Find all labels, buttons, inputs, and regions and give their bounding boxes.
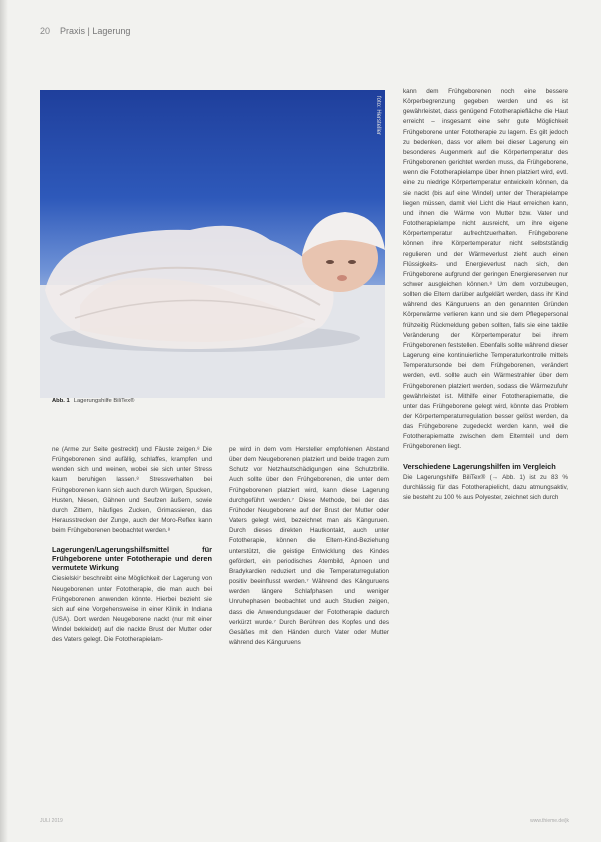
figure-caption [52,398,134,404]
column-1 [52,445,212,646]
mouth [337,275,347,281]
photo-credit: foto: Hersteller [375,96,381,136]
footer-date: JULI 2019 [40,818,63,824]
paragraph: Die Lagerungshilfe BiliTex® (→ Abb. 1) ist zu 83 % durchlässig für das Fototherapielicht, dazu atmungsaktiv, sie besteht zu 100 % aus Polyester, zeichnet sich durch [403,473,568,501]
eye [326,260,334,264]
paragraph: kann dem Frühgeborenen noch eine bessere Körperbegrenzung gegeben werden und es ist gewährleistet, dass genügend Fototherapiefläche die Haut erreicht – insgesamt eine sehr gute Möglichkeit Frühgeborene unter Fototherapie zu lagern. Es gilt jedoch zu bedenken, dass vor allem bei dieser Lagerung ein besonderes Augenmerk auf die Körpertemperatur des Frühgeborenen gerichtet werden muss, da Frühgeborene, wenn die Fototherapielampe über ihnen platziert wird, evtl. eine zu niedrige Körpertemperatur entwickeln können, da sie nackt (bis auf eine Windel) unter der Therapielampe liegen müssen, damit viel Licht die Haut erreichen kann, und ihnen die Wärme von Mutter bzw. Vater und Fototherapielampe nicht ausreicht, um ihre eigene Körpertemperatur aufrechtzuerhalten. Frühgeborene können ihre Körpertemperatur nicht selbstständig regulieren und der Wärmeverlust zieht auch einen Flüssigkeits- und Energieverlust nach sich, den Frühgeborene aufgrund der geringen Energiereserven nur schwer ausgleichen können.⁸ Um dem vorzubeugen, sollten die Eltern darüber aufgeklärt werden, dass ihr Kind während des Känguruens an den genannten Gründen Körperwärme verlieren kann und sie dem Pflegepersonal frühzeitig Rückmeldung geben sollten, falls sie eine taktile Veränderung der Körpertemperatur bei ihrem Frühgeborenen feststellen. Ebenfalls sollte während dieser Lagerung eine kontinuierliche Temperaturkontrolle mittels Temperatursonde bei dem Frühgeborenen, verändert werden, evtl. sollte auch ein Wärmestrahler über dem Frühgeborenen platziert werden, sodass die Wärmezufuhr gewährleistet ist. Mithilfe einer Fototherapiematte, die unter das Frühgeborene gelegt wird, könnte das Problem der Körpertemperaturregulation besser gelöst werden, da das Frühgeborene zugedeckt werden kann, weil die Fototherapiematte zwischen dem Elternteil und dem Frühgeborenen liegt. [403,88,568,451]
paragraph: ne (Arme zur Seite gestreckt) und Fäuste zeigen.⁸ Die Frühgeborenen sind aufällig, schlaffes, krampfen und wenden sich und weinen, wobei sie sich unter Stress kaum beruhigen lassen.⁸ Stressverhalten bei Frühgeborenen kann sich auch durch Würgen, Spucken, Husten, Niesen, Gähnen und Seufzen äußern, sowie durch Zittern, häufiges Zucken, Grimassieren, das Herausstrecken der Zunge, auch der Moro-Reflex kann beim Frühgeborenen beobachtet werden.⁸ [52,446,212,535]
figure-photo-baby-in-bilitex [40,90,385,398]
baby-illustration [40,90,385,398]
gauze-wrap [45,226,334,349]
paragraph: Ciesielski⁷ beschreibt eine Möglichkeit der Lagerung von Neugeborenen unter Fototherapie, die man auch bei Frühgeborenen anwenden könnte. Hierbei bezieht sie sich auf eine Vorgehensweise in einer Klinik in Indiana (USA). Dort werden Neugeborene nackt (nur mit einer Windel bekleidet) auf die nackte Brust der Mutter oder des Vaters gelegt. Die Fototherapielam- [52,575,212,644]
caption-text: Lagerungshilfe BiliTex® [73,398,135,404]
page-number: 20 [40,26,51,36]
footer-url: www.thieme.de/jk [530,818,569,824]
column-2 [229,445,389,648]
page-gutter-shadow [0,0,8,842]
section-heading: Verschiedene Lagerungshilfen im Vergleich [403,461,556,471]
caption-label: Abb. 1 [52,398,70,404]
running-header [40,26,130,36]
eye [348,260,356,264]
paragraph: pe wird in dem vom Hersteller empfohlenen Abstand über dem Neugeborenen platziert und beide tragen zum Schutz vor Netzhautschädigungen eine Schutzbrille. Auch sollte über den Frühgeborenen, die unter dem Frühgeborenen platziert wird, kann diese Lagerung durchgeführt werden.⁷ Diese Methode, bei der das Frühoder Neugeborene auf der Brust der Mutter oder Vaters gelegt wird, bezeichnet man als Känguruen. Durch dieses direkten Hautkontakt, auch unter Fototherapie, können die Eltern-Kind-Beziehung unterstützt, die geistige Entwicklung des Kindes gefördert, ein periodisches Atembild, Apnoen und Bradykardien reduziert und die Temperaturregulation positiv beeinflusst werden.⁷ Während des Känguruens werden längere Schlafphasen und weniger Unruhephasen beobachtet und auch Studien zeigen, dass die Anwendungsdauer der Fototherapie dadurch verkürzt wurde.⁷ Durch Berühren des Kopfes und des Gesäßes mit den Händen durch Vater oder Mutter während des Känguruens [229,446,389,646]
column-3 [403,87,568,503]
section-title: Praxis | Lagerung [60,26,131,36]
section-heading: Lagerungen/Lagerungshilfsmittel für Frühgeborene unter Fototherapie und deren vermutete Wirkung [52,545,212,573]
